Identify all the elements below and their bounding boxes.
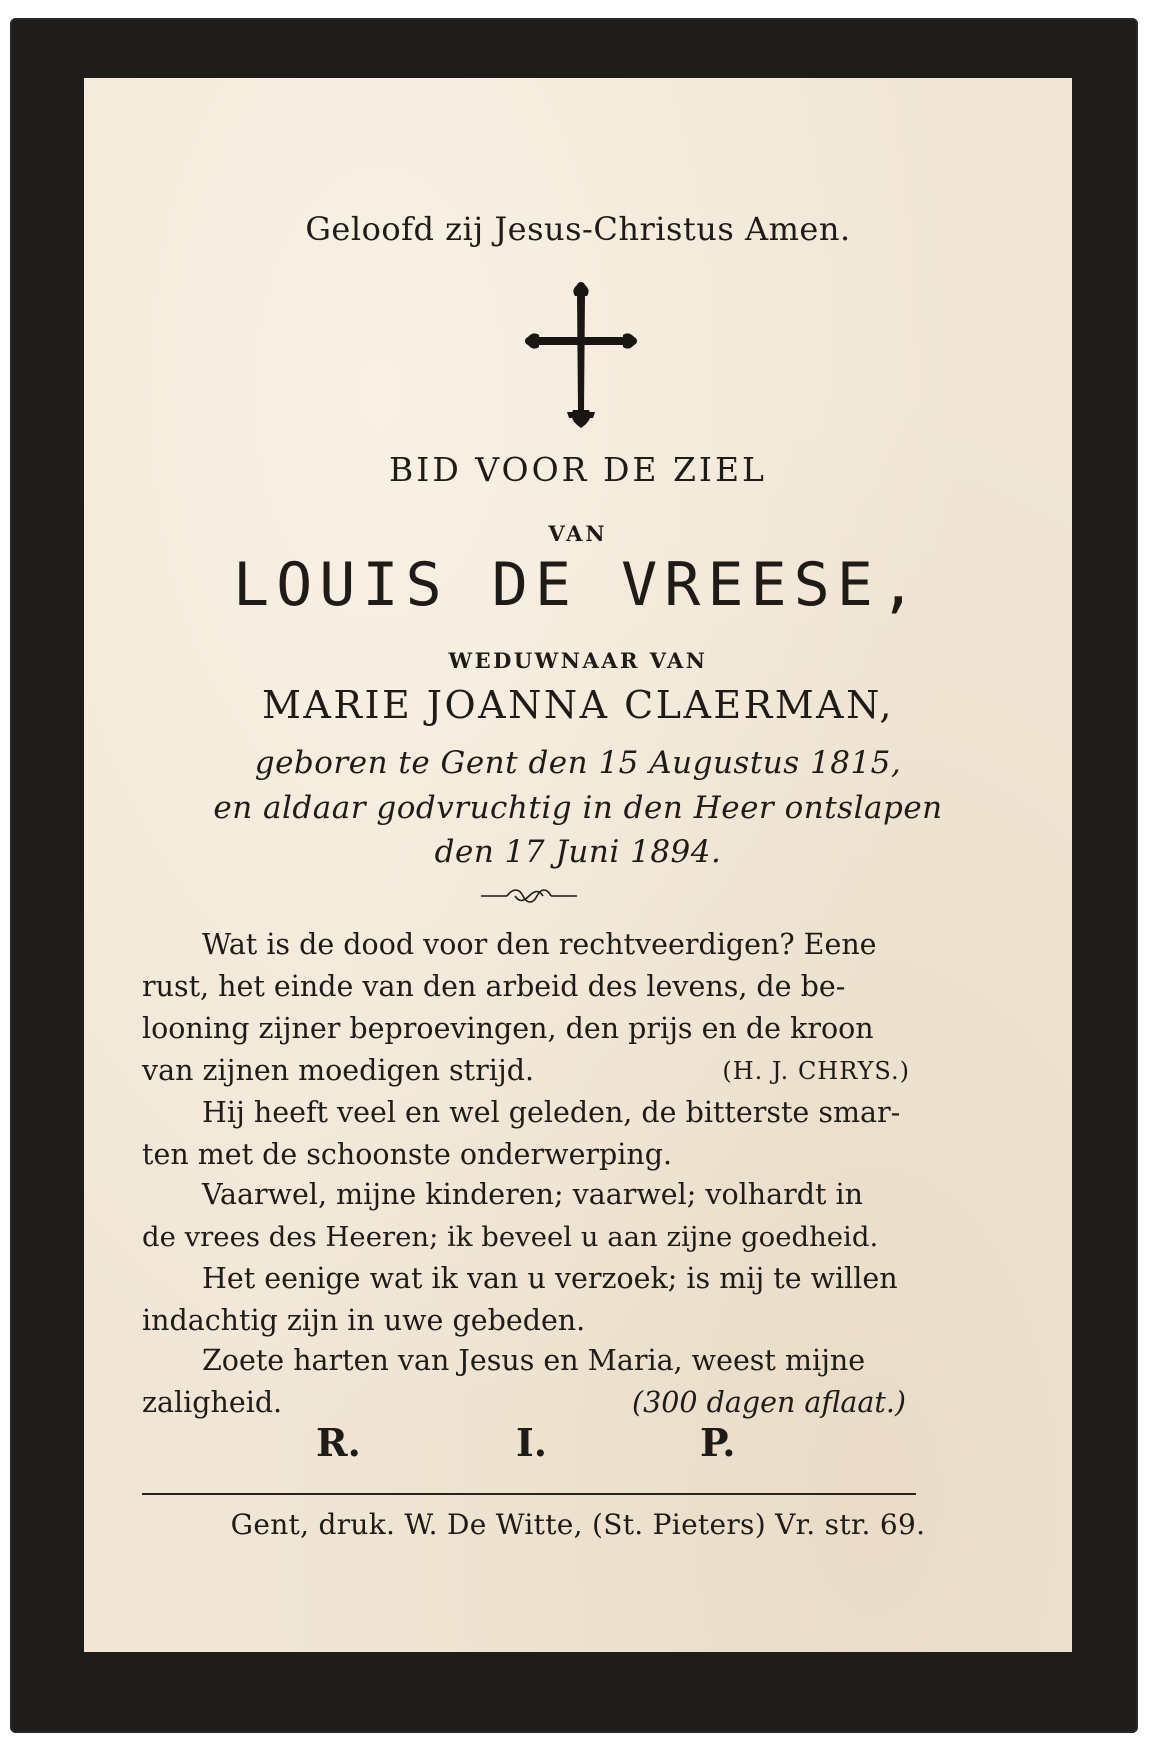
van-label: VAN — [548, 521, 608, 546]
paragraph-3 — [142, 1174, 914, 1258]
citation: (H. J. CHRYS.) — [722, 1057, 910, 1085]
deceased-name: LOUIS DE VREESE, — [233, 550, 923, 620]
prayer-heading: BID VOOR DE ZIEL — [389, 450, 767, 489]
text-line: van zijnen moedigen strijd. — [142, 1054, 535, 1087]
rip-letter-p: P. — [700, 1420, 736, 1465]
memorial-card-paper — [84, 78, 1072, 1652]
text-line: looning zijner beproevingen, den prijs en de kroon — [142, 1012, 874, 1045]
indulgence-note: (300 dagen aflaat.) — [632, 1386, 906, 1419]
text-line-with-indulgence — [142, 1382, 914, 1424]
invocation-text: Geloofd zij Jesus-Christus Amen. — [305, 210, 851, 248]
text-line: Zoete harten van Jesus en Maria, weest mijne — [202, 1344, 866, 1377]
cross-icon — [523, 280, 639, 430]
paragraph-5 — [142, 1340, 914, 1424]
paragraph-1 — [142, 924, 914, 1092]
memorial-card-border — [10, 18, 1138, 1733]
spouse-name: MARIE JOANNA CLAERMAN, — [262, 683, 894, 727]
printer-imprint: Gent, druk. W. De Witte, (St. Pieters) Vr. str. 69. — [230, 1508, 926, 1541]
text-line: Het eenige wat ik van u verzoek; is mij te willen — [202, 1262, 898, 1295]
paragraph-4 — [142, 1258, 914, 1342]
ornament-divider — [479, 885, 579, 907]
paragraph-2 — [142, 1092, 914, 1176]
text-line: ten met de schoonste onderwerping. — [142, 1138, 673, 1171]
text-line: indachtig zijn in uwe gebeden. — [142, 1304, 586, 1337]
text-line: zaligheid. — [142, 1386, 283, 1419]
rip-letter-r: R. — [316, 1420, 361, 1465]
text-line: rust, het einde van den arbeid des levens, de be- — [142, 970, 846, 1003]
text-line: Hij heeft veel en wel geleden, de bitterste smar- — [202, 1096, 901, 1129]
death-line-2: den 17 Juni 1894. — [434, 834, 722, 870]
rip-letter-i: I. — [516, 1420, 548, 1465]
text-line-with-citation — [142, 1050, 914, 1092]
footer-rule — [142, 1493, 916, 1495]
death-line-1: en aldaar godvruchtig in den Heer ontslapen — [213, 790, 943, 826]
text-line: Vaarwel, mijne kinderen; vaarwel; volhardt in — [202, 1178, 863, 1211]
text-line: Wat is de dood voor den rechtveerdigen? Eene — [202, 928, 877, 961]
birth-line: geboren te Gent den 15 Augustus 1815, — [254, 745, 902, 781]
text-line: de vrees des Heeren; ik beveel u aan zijne goedheid. — [142, 1221, 879, 1253]
widower-label: WEDUWNAAR VAN — [448, 648, 708, 673]
